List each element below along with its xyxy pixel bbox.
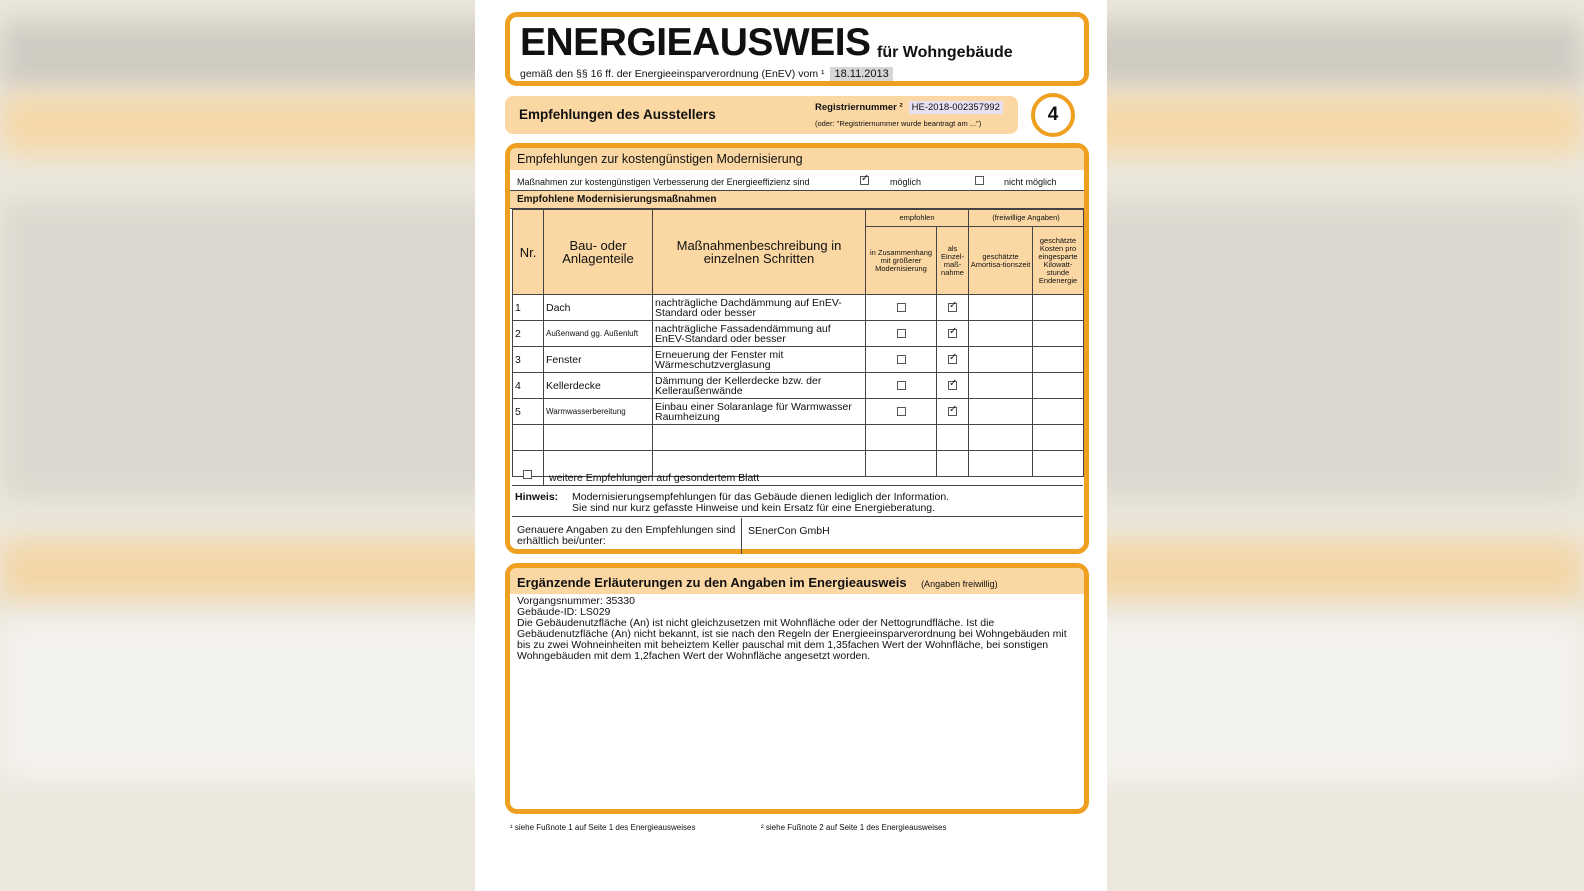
hint-label: Hinweis: (515, 491, 559, 503)
col-nr: Nr. (513, 210, 544, 295)
explanation-line: Gebäude-ID: LS029 (517, 606, 611, 618)
measures-table (512, 209, 1084, 477)
page-number-badge: 4 (1031, 93, 1075, 137)
registration-label: Registriernummer ² (815, 102, 903, 113)
explanation-line: bis zu zwei Wohneinheiten mit beheiztem Keller pauschal mit dem 1,35fachen Wert der Wohnfläche, bei sonstigen (517, 639, 1049, 651)
row-costs (1033, 321, 1084, 347)
row-in-context-checkbox[interactable] (897, 303, 906, 312)
row-individual-cell (937, 295, 969, 321)
col-individual: als Einzel-maß-nahme (937, 227, 969, 295)
explanation-line: Gebäudenutzfläche (An) nicht bekannt, ist sie nach den Regeln der Energieeinsparverordnung bei Wohngebäuden mit (517, 628, 1067, 640)
row-amortization (969, 347, 1033, 373)
col-recommended: empfohlen (866, 210, 969, 227)
explanations-box (505, 563, 1089, 814)
row-costs (1033, 373, 1084, 399)
document-page (475, 0, 1107, 891)
row-in-context-checkbox[interactable] (897, 381, 906, 390)
row-amortization (969, 373, 1033, 399)
row-in-context-checkbox[interactable] (897, 329, 906, 338)
row-costs (1033, 295, 1084, 321)
col-in-context: in Zusammenhang mit größerer Modernisierung (866, 227, 937, 295)
possible-checkbox[interactable] (860, 176, 869, 185)
contact-value: SEnerCon GmbH (748, 525, 830, 537)
row-in-context-cell (866, 373, 937, 399)
row-description: Erneuerung der Fenster mit Wärmeschutzverglasung (653, 347, 866, 373)
row-nr: 3 (513, 347, 544, 373)
banner-title: Empfehlungen des Ausstellers (519, 107, 716, 122)
explanations-header (510, 568, 1084, 594)
row-in-context-checkbox[interactable] (897, 355, 906, 364)
row-individual-checkbox[interactable] (948, 407, 957, 416)
row-in-context-checkbox[interactable] (897, 407, 906, 416)
row-in-context-cell (866, 321, 937, 347)
recommendations-banner (505, 96, 1018, 134)
further-recommendations-label: weitere Empfehlungen auf gesondertem Blatt (549, 472, 760, 484)
row-part: Dach (544, 295, 653, 321)
legal-text: gemäß den §§ 16 ff. der Energieeinsparverordnung (EnEV) vom ¹ (520, 68, 825, 80)
measures-row (510, 172, 1084, 191)
explanation-line: Vorgangsnummer: 35330 (517, 595, 635, 607)
measures-text: Maßnahmen zur kostengünstigen Verbesserung der Energieeffizienz sind (517, 177, 810, 187)
col-amortization: geschätzte Amortisa-tionszeit (969, 227, 1033, 295)
table-row (513, 321, 1084, 347)
hint-row (512, 487, 1083, 517)
registration-note: (oder: "Registriernummer wurde beantragt am ...") (815, 119, 982, 128)
enev-date: 18.11.2013 (830, 67, 892, 81)
contact-label: Genauere Angaben zu den Empfehlungen sind erhältlich bei/unter: (517, 524, 736, 547)
row-part: Außenwand gg. Außenluft (544, 321, 653, 347)
row-description: Einbau einer Solaranlage für Warmwasser Raumheizung (653, 399, 866, 425)
footnote-2: ² siehe Fußnote 2 auf Seite 1 des Energieausweises (761, 823, 947, 832)
explanations-title: Ergänzende Erläuterungen zu den Angaben im Energieausweis (517, 575, 907, 590)
col-optional: (freiwillige Angaben) (969, 210, 1084, 227)
row-part: Fenster (544, 347, 653, 373)
contact-row (512, 518, 1083, 554)
hint-line-2: Sie sind nur kurz gefasste Hinweise und kein Ersatz für eine Energieberatung. (572, 502, 936, 514)
modernization-title: Empfehlungen zur kostengünstigen Modernisierung (510, 148, 1084, 170)
row-individual-cell (937, 347, 969, 373)
modernization-box (505, 143, 1089, 554)
row-description: nachträgliche Fassadendämmung auf EnEV-Standard oder besser (653, 321, 866, 347)
row-individual-cell (937, 373, 969, 399)
row-individual-cell (937, 399, 969, 425)
col-part: Bau- oder Anlagenteile (544, 210, 653, 295)
divider (543, 466, 544, 485)
row-costs (1033, 347, 1084, 373)
explanation-line: Die Gebäudenutzfläche (An) ist nicht gleichzusetzen mit Wohnfläche oder der Nettogrundfläche. Ist die (517, 617, 995, 629)
registration-number: HE-2018-002357992 (909, 101, 1003, 114)
not-possible-label: nicht möglich (1004, 177, 1057, 187)
table-row (513, 347, 1084, 373)
row-individual-cell (937, 321, 969, 347)
legal-line (520, 67, 893, 81)
explanations-body (517, 596, 1077, 662)
row-amortization (969, 321, 1033, 347)
row-in-context-cell (866, 399, 937, 425)
footnote-1: ¹ siehe Fußnote 1 auf Seite 1 des Energieausweises (510, 823, 696, 832)
divider (741, 518, 742, 554)
row-individual-checkbox[interactable] (948, 381, 957, 390)
row-description: nachträgliche Dachdämmung auf EnEV-Standard oder besser (653, 295, 866, 321)
col-description: Maßnahmenbeschreibung in einzelnen Schritten (653, 210, 866, 295)
row-costs (1033, 399, 1084, 425)
explanations-optional: (Angaben freiwillig) (921, 579, 998, 589)
possible-label: möglich (890, 177, 922, 187)
table-row (513, 399, 1084, 425)
explanation-line: Wohngebäuden mit dem 1,2fachen Wert der Wohnfläche angesetzt worden. (517, 650, 871, 662)
row-nr: 2 (513, 321, 544, 347)
row-nr: 5 (513, 399, 544, 425)
row-amortization (969, 399, 1033, 425)
row-individual-checkbox[interactable] (948, 355, 957, 364)
table-row-empty (513, 425, 1084, 451)
document-title: ENERGIEAUSWEIS (520, 21, 871, 64)
further-recommendations-checkbox[interactable] (523, 470, 532, 479)
further-recommendations-row (512, 466, 1083, 486)
row-in-context-cell (866, 295, 937, 321)
row-individual-checkbox[interactable] (948, 303, 957, 312)
row-description: Dämmung der Kellerdecke bzw. der Kelleraußenwände (653, 373, 866, 399)
not-possible-checkbox[interactable] (975, 176, 984, 185)
row-part: Kellerdecke (544, 373, 653, 399)
table-row (513, 373, 1084, 399)
row-nr: 1 (513, 295, 544, 321)
recommended-heading: Empfohlene Modernisierungsmaßnahmen (510, 191, 1084, 209)
row-part: Warmwasserbereitung (544, 399, 653, 425)
col-costs: geschätzte Kosten pro eingesparte Kilowatt-stunde Endenergie (1033, 227, 1084, 295)
table-row (513, 295, 1084, 321)
row-amortization (969, 295, 1033, 321)
row-nr: 4 (513, 373, 544, 399)
document-subtitle: für Wohngebäude (877, 44, 1013, 61)
hint-line-1: Modernisierungsempfehlungen für das Gebäude dienen lediglich der Information. (572, 491, 950, 503)
header-box (505, 12, 1089, 86)
row-individual-checkbox[interactable] (948, 329, 957, 338)
registration-row (815, 101, 1003, 114)
row-in-context-cell (866, 347, 937, 373)
